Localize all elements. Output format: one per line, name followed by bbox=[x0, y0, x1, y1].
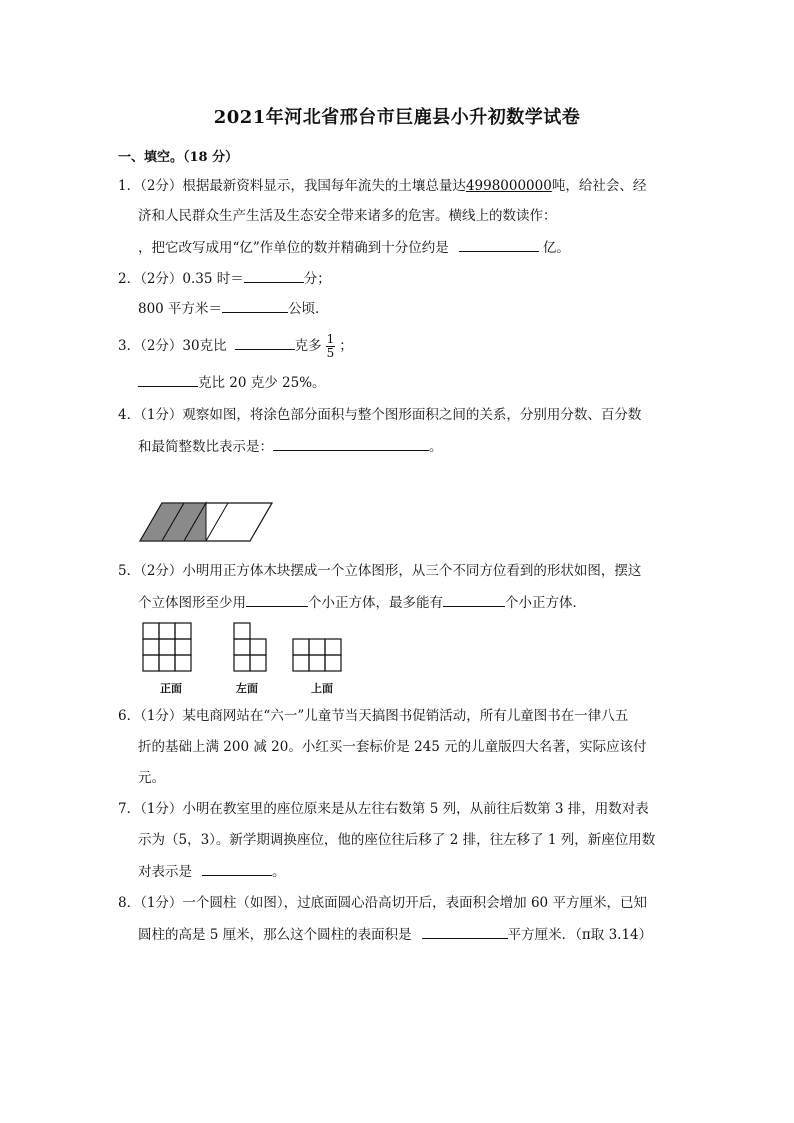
question-3-line-1 bbox=[118, 333, 353, 360]
q2-answer-blank-1[interactable] bbox=[244, 268, 304, 283]
question-6-line-1: 6．（1分）某电商网站在“六一”儿童节当天搞图书促销活动，所有儿童图书在一律八五 bbox=[118, 708, 629, 724]
question-7-line-1: 7．（1分）小明在教室里的座位原来是从左往右数第 5 列，从前往后数第 3 排，用数对表 bbox=[118, 801, 649, 817]
question-6-line-2: 折的基础上满 200 减 20。小红买一套标价是 245 元的儿童版四大名著，实际应该付 bbox=[138, 739, 647, 755]
q1-text: 1．（2分）根据最新资料显示，我国每年流失的土壤总量达 bbox=[118, 178, 466, 194]
q7-answer-blank[interactable] bbox=[202, 861, 272, 876]
question-1-line-2: 济和人民群众生产生活及生态安全带来诸多的危害。横线上的数读作： bbox=[138, 208, 557, 224]
q4-period: 。 bbox=[429, 439, 443, 455]
question-8-line-1: 8．（1分）一个圆柱（如图），过底面圆心沿高切开后，表面积会增加 60 平方厘米，已知 bbox=[118, 895, 647, 911]
q1-text-3: ，把它改写成用“亿”作单位的数并精确到十分位约是 bbox=[138, 240, 449, 256]
q5-answer-blank-2[interactable] bbox=[443, 592, 505, 607]
question-4-line-2 bbox=[138, 436, 443, 457]
q2-unit-2: 公顷． bbox=[288, 301, 329, 317]
q3-semicolon: ； bbox=[339, 338, 353, 354]
question-7-line-3 bbox=[138, 861, 286, 882]
q2-unit-1: 分； bbox=[303, 271, 331, 287]
q2-answer-blank-2[interactable] bbox=[222, 298, 288, 313]
q8-answer-blank[interactable] bbox=[422, 924, 508, 939]
question-2-line-1 bbox=[118, 268, 331, 289]
question-5-line-1: 5．（2分）小明用正方体木块摆成一个立体图形，从三个不同方位看到的形状如图，摆这 bbox=[118, 563, 642, 579]
q3-answer-blank-1[interactable] bbox=[235, 335, 295, 350]
question-4-line-1: 4．（1分）观察如图，将涂色部分面积与整个图形面积之间的关系，分别用分数、百分数 bbox=[118, 407, 642, 423]
q3-fraction bbox=[326, 333, 336, 360]
q7-text-3: 对表示是 bbox=[138, 864, 192, 880]
caption-front: 正面 bbox=[160, 682, 182, 695]
q4-text-2: 和最简整数比表示是： bbox=[138, 439, 273, 455]
question-6-line-3: 元。 bbox=[138, 770, 165, 786]
q5-text-2: 个立体图形至少用 bbox=[138, 595, 246, 611]
front-view-grid bbox=[142, 622, 194, 672]
divider-line bbox=[206, 503, 228, 541]
question-8-line-2 bbox=[138, 924, 652, 945]
q4-answer-blank[interactable] bbox=[273, 436, 429, 451]
q3-fraction-numerator: 1 bbox=[326, 332, 335, 346]
q3-text-2: 克比 20 克少 25%。 bbox=[198, 375, 326, 391]
q3-answer-blank-2[interactable] bbox=[138, 372, 198, 387]
question-1-line-1 bbox=[118, 176, 646, 196]
q2-text-2: 800 平方米＝ bbox=[138, 301, 223, 317]
q3-text: 3．（2分）30克比 bbox=[118, 338, 227, 354]
q1-number: 4998000000 bbox=[465, 178, 552, 194]
question-3-line-2 bbox=[138, 372, 326, 393]
q5-text-mid: 个小正方体，最多能有 bbox=[308, 595, 443, 611]
caption-left: 左面 bbox=[236, 682, 258, 695]
q1-unit: 亿。 bbox=[542, 240, 570, 256]
question-1-line-3 bbox=[138, 237, 570, 258]
question-7-line-2: 示为（5，3）。新学期调换座位，他的座位往后移了 2 排，往左移了 1 列，新座位用数 bbox=[138, 832, 656, 848]
question-2-line-2 bbox=[138, 298, 329, 319]
q5-answer-blank-1[interactable] bbox=[246, 592, 308, 607]
q3-fraction-denominator: 5 bbox=[326, 346, 335, 360]
question-5-line-2 bbox=[138, 592, 586, 613]
page-title: 2021年河北省邢台市巨鹿县小升初数学试卷 bbox=[213, 107, 581, 128]
q5-text-end: 个小正方体． bbox=[505, 595, 586, 611]
q3-text-mid: 克多 bbox=[294, 338, 322, 354]
left-view-grid bbox=[233, 622, 271, 672]
section-heading: 一、填空。（18 分） bbox=[118, 150, 239, 165]
parallelogram-figure bbox=[136, 500, 276, 545]
q1-answer-blank[interactable] bbox=[459, 237, 539, 252]
q8-text-end: 平方厘米．（π取 3.14） bbox=[507, 927, 653, 943]
caption-top: 上面 bbox=[311, 682, 333, 695]
q2-text: 2．（2分）0.35 时＝ bbox=[118, 271, 244, 287]
q1-text-tail: 吨，给社会、经 bbox=[551, 178, 647, 194]
q8-text-2: 圆柱的高是 5 厘米，那么这个圆柱的表面积是 bbox=[138, 927, 412, 943]
q7-period: 。 bbox=[272, 864, 286, 880]
top-view-grid bbox=[292, 638, 344, 672]
